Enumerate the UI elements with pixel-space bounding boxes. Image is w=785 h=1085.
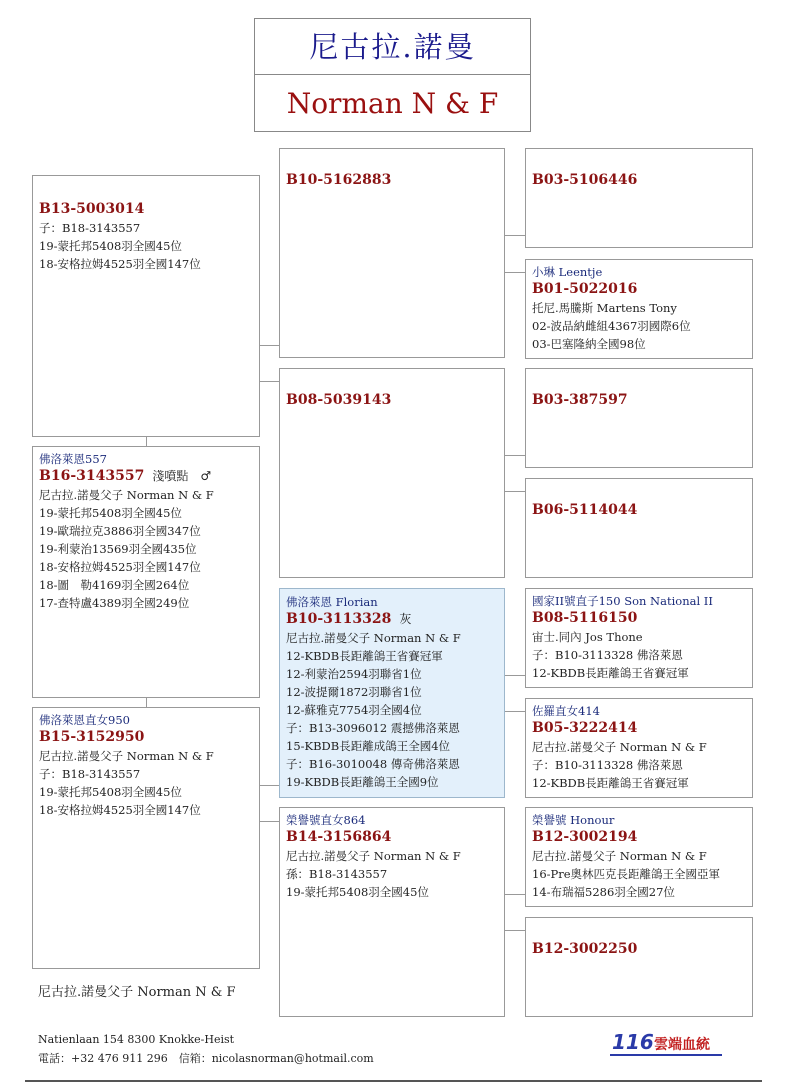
ring-number: B03-387597 [532,392,628,408]
pigeon-detail-line: 19-蒙托邦5408羽全國45位 [39,239,182,253]
connector [146,698,147,707]
pigeon-detail-line: 19-歐瑞拉克3886羽全國347位 [39,524,201,538]
pedigree-dsd[interactable] [525,698,753,798]
pedigree-dss[interactable] [525,588,753,688]
pigeon-name: 佛洛萊恩 Florian [286,595,378,609]
connector [505,491,525,492]
pigeon-detail-line: 12-蘇雅克7754羽全國4位 [286,703,422,717]
title-box [254,18,531,132]
pigeon-detail-line: 子：B10-3113328 佛洛萊恩 [532,758,683,772]
pigeon-detail-line: 尼古拉.諾曼父子 Norman N & F [532,849,707,863]
connector [505,675,525,676]
owner-contact: 電話：+32 476 911 296 信箱：nicolasnorman@hotmail.com [38,1052,374,1065]
pigeon-detail-line: 12-KBDB長距離鴿王省賽冠軍 [532,666,689,680]
pigeon-detail-line: 子：B18-3143557 [39,767,141,781]
connector [146,437,147,446]
pigeon-name: 佛洛萊恩直女950 [39,713,130,727]
connector [260,821,279,822]
pedigree-dam[interactable] [32,707,260,969]
connector [505,235,525,236]
pigeon-detail-line: 尼古拉.諾曼父子 Norman N & F [39,749,214,763]
pigeon-detail-line: 尼古拉.諾曼父子 Norman N & F [39,488,214,502]
pedigree-sdd[interactable] [525,478,753,578]
owner-name: 尼古拉.諾曼父子 Norman N & F [38,985,236,1000]
pigeon-detail-line: 子：B10-3113328 佛洛萊恩 [532,648,683,662]
pigeon-name: 小琳 Leentje [532,265,603,279]
ring-number: B06-5114044 [532,502,638,518]
pigeon-name: 佐羅直女414 [532,704,600,718]
title-chinese: 尼古拉.諾曼 [255,19,530,75]
ring-number: B10-3113328 灰 [286,611,412,627]
logo-text: 雲端血統 [654,1037,710,1053]
pigeon-detail-line: 托尼.馬騰斯 Martens Tony [532,301,677,315]
connector [505,894,525,895]
ring-number: B16-3143557 淺噴點 ♂ [39,468,212,484]
ring-number: B08-5116150 [532,610,638,626]
pigeon-name: 佛洛萊恩557 [39,452,107,466]
pigeon-detail-line: 尼古拉.諾曼父子 Norman N & F [532,740,707,754]
footer-divider [25,1080,762,1082]
pedigree-subject[interactable] [32,446,260,698]
owner-address: Natienlaan 154 8300 Knokke-Heist [38,1033,235,1046]
connector [505,272,525,273]
pigeon-detail-line: 19-蒙托邦5408羽全國45位 [39,785,182,799]
pedigree-dam-dam[interactable] [279,807,505,1017]
ring-number: B08-5039143 [286,392,392,408]
connector [260,785,279,786]
color-sex: 淺噴點 ♂ [152,469,212,483]
pigeon-detail-line: 12-波提爾1872羽聯省1位 [286,685,422,699]
pedigree-dds[interactable] [525,807,753,907]
pigeon-detail-line: 17-查特盧4389羽全國249位 [39,596,190,610]
pigeon-detail-line: 18-圖 勒4169羽全國264位 [39,578,190,592]
pedigree-sire-dam[interactable] [279,368,505,578]
connector [505,455,525,456]
connector [505,711,525,712]
pigeon-detail-line: 02-波品納雌組4367羽國際6位 [532,319,691,333]
color: 灰 [399,612,412,626]
pigeon-detail-line: 14-布瑞福5286羽全國27位 [532,885,675,899]
pigeon-detail-line: 03-巴塞隆納全國98位 [532,337,646,351]
pigeon-detail-line: 孫：B18-3143557 [286,867,388,881]
pigeon-detail-line: 19-利蒙治13569羽全國435位 [39,542,197,556]
pigeon-detail-line: 子：B16-3010048 傳奇佛洛萊恩 [286,757,460,771]
pigeon-detail-line: 15-KBDB長距離成鴿王全國4位 [286,739,451,753]
pigeon-detail-line: 19-KBDB長距離鴿王全國9位 [286,775,439,789]
pigeon-detail-line: 19-蒙托邦5408羽全國45位 [39,506,182,520]
pigeon-detail-line: 宙士.同內 Jos Thone [532,630,643,644]
ring-number: B03-5106446 [532,172,638,188]
ring-number: B12-3002250 [532,941,638,957]
pigeon-name: 國家II號直子150 Son National II [532,594,713,608]
pigeon-name: 榮譽號直女864 [286,813,366,827]
pigeon-detail-line: 18-安格拉姆4525羽全國147位 [39,257,201,271]
pigeon-detail-line: 尼古拉.諾曼父子 Norman N & F [286,849,461,863]
pigeon-detail-line: 尼古拉.諾曼父子 Norman N & F [286,631,461,645]
pedigree-sire[interactable] [32,175,260,437]
pigeon-detail-line: 16-Pre奧林匹克長距離鴿王全國亞軍 [532,867,721,881]
ring-number: B05-3222414 [532,720,638,736]
connector [260,381,279,382]
pedigree-ddd[interactable] [525,917,753,1017]
ring-number: B12-3002194 [532,829,638,845]
pigeon-detail-line: 12-利蒙治2594羽聯省1位 [286,667,422,681]
connector [505,930,525,931]
pigeon-detail-line: 12-KBDB長距離鴿王省賽冠軍 [532,776,689,790]
ring-number: B10-5162883 [286,172,392,188]
cloud-pedigree-logo [610,1030,722,1056]
pedigree-ssd[interactable] [525,259,753,359]
ring-number: B14-3156864 [286,829,392,845]
pigeon-detail-line: 子：B18-3143557 [39,221,141,235]
pigeon-detail-line: 18-安格拉姆4525羽全國147位 [39,560,201,574]
pedigree-sire-sire[interactable] [279,148,505,358]
logo-number: 116 [612,1030,654,1054]
pigeon-name: 榮譽號 Honour [532,813,615,827]
pigeon-detail-line: 18-安格拉姆4525羽全國147位 [39,803,201,817]
pedigree-sds[interactable] [525,368,753,468]
ring-number: B13-5003014 [39,201,145,217]
pigeon-detail-line: 12-KBDB長距離鴿王省賽冠軍 [286,649,443,663]
pigeon-detail-line: 19-蒙托邦5408羽全國45位 [286,885,429,899]
pedigree-dam-sire[interactable] [279,588,505,798]
title-english: Norman N & F [286,87,499,120]
connector [260,345,279,346]
logo-underline [610,1054,722,1056]
pedigree-sss[interactable] [525,148,753,248]
ring-number: B01-5022016 [532,281,638,297]
pigeon-detail-line: 子：B13-3096012 震撼佛洛萊恩 [286,721,460,735]
ring-number: B15-3152950 [39,729,145,745]
